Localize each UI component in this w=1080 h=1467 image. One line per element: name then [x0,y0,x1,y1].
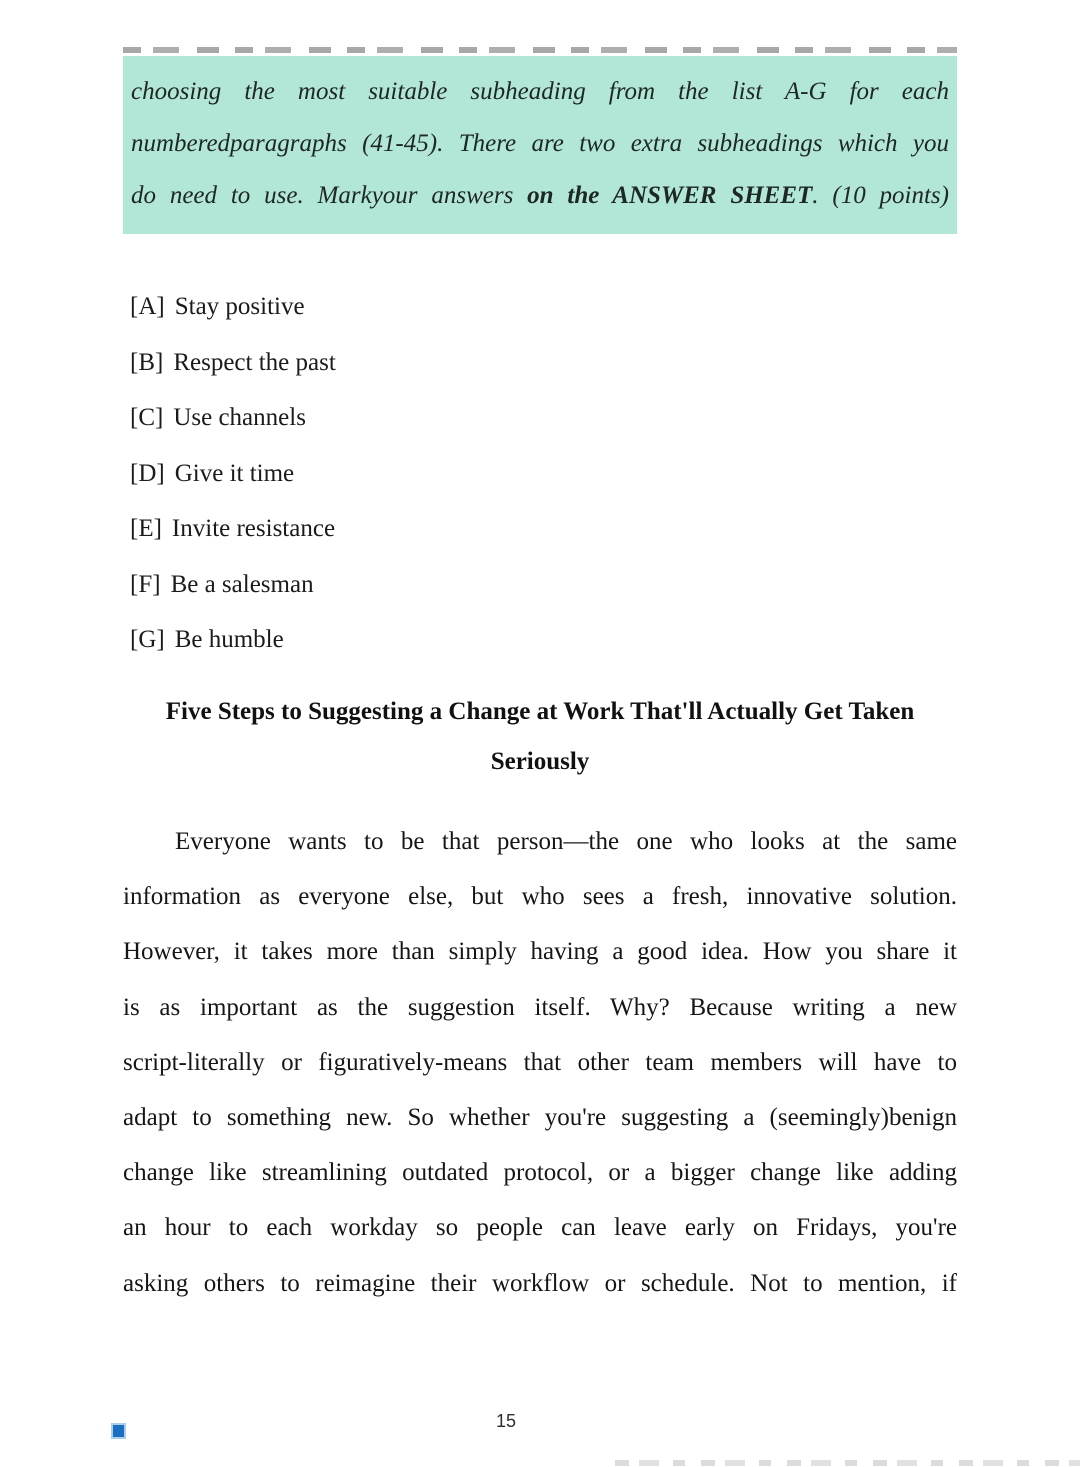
paragraph-line: However, it takes more than simply having a good idea. How you share it [123,938,957,966]
option-text: Give it time [174,459,295,487]
paragraph-line: asking others to reimagine their workflow or schedule. Not to mention, if [123,1269,957,1297]
subheading-options-list [130,279,830,668]
option-c [130,390,830,446]
option-text: Use channels [173,404,306,431]
instruction-line-3-post: . (10 points) [812,182,949,209]
instructions-highlight-block [123,56,957,234]
option-label: [C] [130,404,164,431]
option-a [130,279,830,335]
option-label: [E] [130,515,162,542]
option-g [130,612,830,668]
option-text: Invite resistance [171,515,336,542]
option-e [130,501,830,557]
option-text: Be a salesman [170,570,314,598]
instruction-line-3 [123,170,957,222]
paragraph-line: an hour to each workday so people can leave early on Fridays, you're [123,1214,957,1242]
option-f [130,557,830,613]
paragraph-line: change like streamlining outdated protocol, or a bigger change like adding [123,1159,957,1187]
paragraph-line: adapt to something new. So whether you're suggesting a (seemingly)benign [123,1104,957,1132]
cropped-text-remnant-top [123,47,957,53]
option-text: Respect the past [173,348,336,376]
instruction-line-1: choosing the most suitable subheading from the list A-G for each [131,78,949,105]
article-title-line-1: Five Steps to Suggesting a Change at Work That'll Actually Get Taken [165,698,915,725]
option-d [130,446,830,502]
option-label: [D] [130,459,165,487]
option-text: Stay positive [174,293,305,320]
page-number: 15 [495,1411,517,1431]
option-label: [B] [130,348,164,376]
instruction-line-3-pre: do need to use. Markyour answers [131,182,528,209]
option-text: Be humble [174,626,284,653]
cropped-text-remnant-bottom [615,1460,1080,1466]
article-title [123,687,957,787]
article-title-line-2: Seriously [490,748,590,775]
instruction-line-3-bold: on the ANSWER SHEET [527,182,813,209]
paragraph-line: script-literally or figuratively-means that other team members will have to [123,1048,957,1076]
option-b [130,335,830,391]
paragraph-line: is as important as the suggestion itself. Why? Because writing a new [123,993,957,1021]
option-label: [G] [130,626,165,653]
article-paragraph [123,814,957,1311]
option-label: [F] [130,570,161,598]
instruction-line-2: numberedparagraphs (41-45). There are two extra subheadings which you [131,130,949,157]
option-label: [A] [130,293,165,320]
paragraph-line: information as everyone else, but who sees a fresh, innovative solution. [123,883,957,911]
paragraph-line: Everyone wants to be that person—the one who looks at the same [175,828,957,855]
